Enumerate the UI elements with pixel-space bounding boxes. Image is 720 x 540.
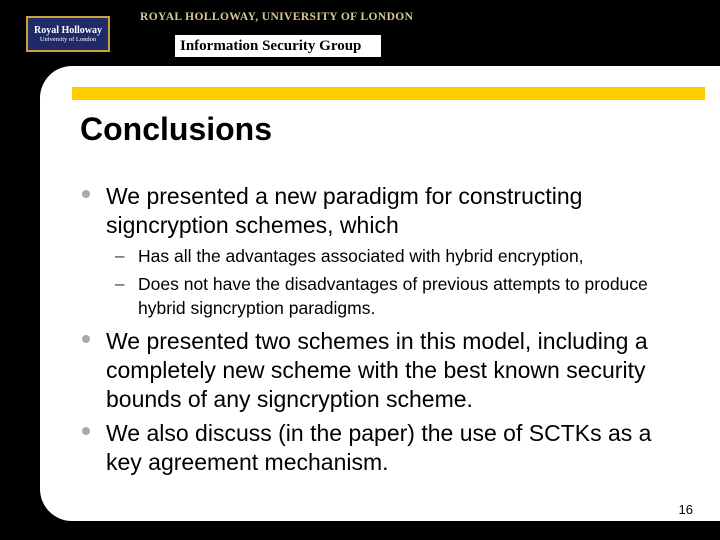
dash-icon: –	[115, 274, 125, 293]
page-number: 16	[678, 502, 693, 517]
logo-line-2: University of London	[39, 35, 97, 43]
bullet-item	[80, 182, 670, 240]
bullet-item	[80, 327, 670, 414]
bullet-text: We presented two schemes in this model, including a completely new scheme with the best known security bounds of any signcryption scheme.	[106, 328, 648, 412]
slide-content	[40, 66, 720, 521]
bullet-text: We presented a new paradigm for constructing signcryption schemes, which	[106, 183, 583, 238]
sub-bullet-text: Has all the advantages associated with hybrid encryption,	[138, 246, 584, 266]
bullet-text: We also discuss (in the paper) the use of SCTKs as a key agreement mechanism.	[106, 420, 652, 475]
group-name: Information Security Group	[175, 35, 381, 57]
accent-bar	[72, 87, 705, 100]
sub-bullet-item	[115, 244, 675, 268]
bullet-dot-icon	[82, 190, 90, 198]
dash-icon: –	[115, 246, 125, 265]
sub-bullet-text: Does not have the disadvantages of previous attempts to produce hybrid signcryption paradigms.	[138, 274, 648, 318]
bullet-dot-icon	[82, 427, 90, 435]
bullet-item	[80, 419, 670, 477]
institution-name: ROYAL HOLLOWAY, UNIVERSITY OF LONDON	[140, 11, 414, 23]
university-logo	[26, 16, 110, 52]
logo-line-1: Royal Holloway	[33, 24, 103, 36]
bullet-dot-icon	[82, 335, 90, 343]
bottom-band	[0, 521, 720, 540]
sub-bullet-item	[115, 272, 675, 320]
slide-header	[0, 0, 720, 66]
slide-title: Conclusions	[80, 111, 273, 147]
